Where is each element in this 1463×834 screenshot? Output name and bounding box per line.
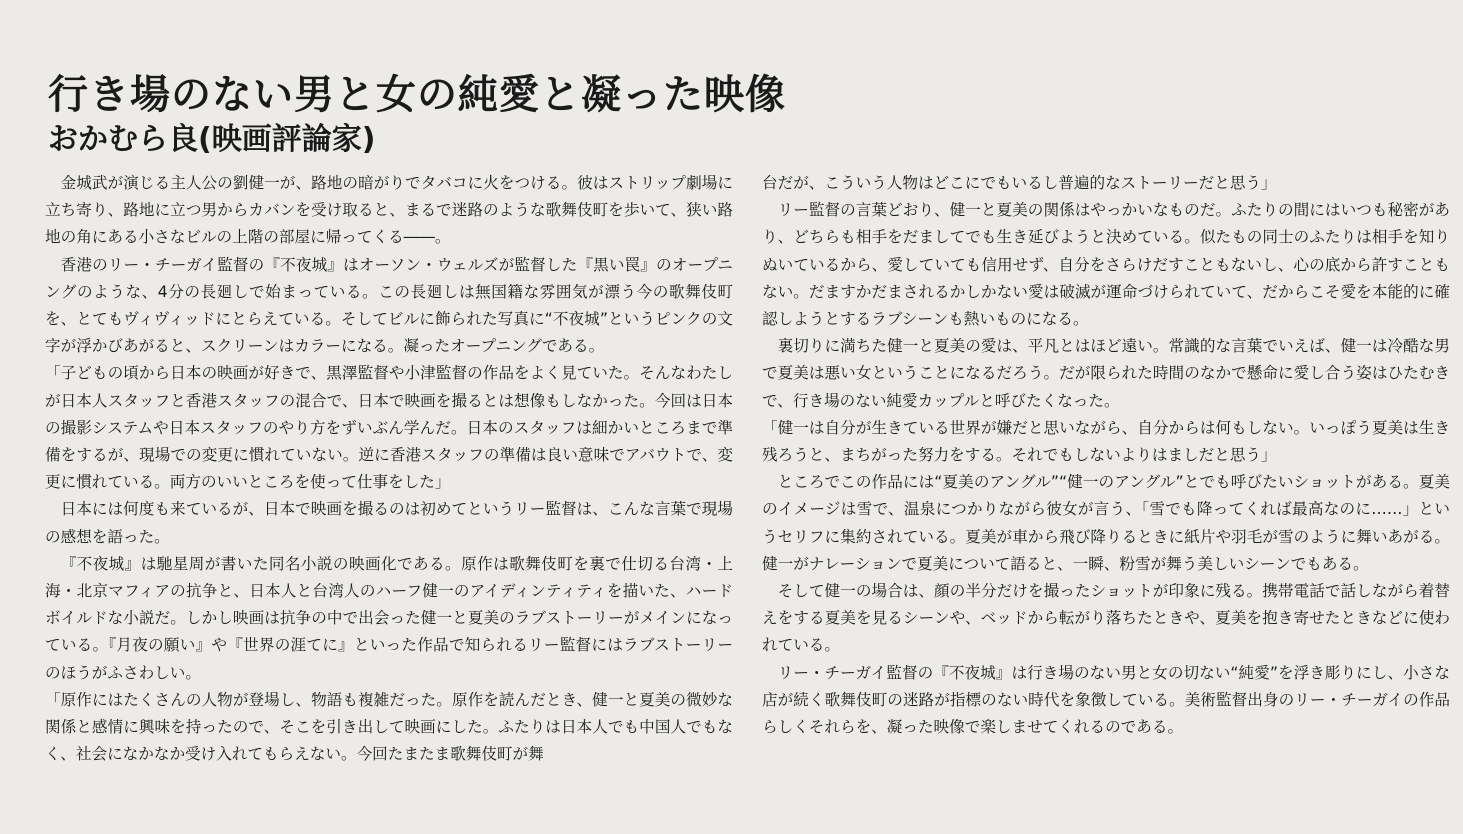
paragraph: ところでこの作品には“夏美のアングル”“健一のアングル”とでも呼びたいショットがある。夏美のイメージは雪で、温泉につかりながら彼女が言う、「雪でも降ってくれば最高なのに……」というセリフに集約されている。夏美が車から飛び降りるときに紙片や羽毛が雪のように舞いあがる。健一がナレーションで夏美について語ると、一瞬、粉雪が舞う美しいシーンでもある。 — [762, 473, 1450, 573]
paragraph-continued: 台だが、こういう人物はどこにでもいるし普遍的なストーリーだと思う」 — [762, 174, 1277, 192]
paragraph: 香港のリー・チーガイ監督の『不夜城』はオーソン・ウェルズが監督した『黒い罠』のオープニングのような、4分の長廻しで始まっている。この長廻しは無国籍な雰囲気が漂う今の歌舞伎町を、とてもヴィヴィッドにとらえている。そしてビルに飾られた写真に“不夜城”というピンクの文字が浮かびあがると、スクリーンはカラーになる。凝ったオープニングである。 — [45, 255, 733, 356]
quote-paragraph: 「健一は自分が生きている世界が嫌だと思いながら、自分からは何もしない。いっぽう夏美は生き残ろうと、まちがった努力をする。それでもしないよりはましだと思う」 — [762, 418, 1450, 465]
paragraph: リー監督の言葉どおり、健一と夏美の関係はやっかいなものだ。ふたりの間にはいつも秘密があり、どちらも相手をだましてでも生き延びようと決めている。似たもの同士のふたりは相手を知りぬいているから、愛していても信用せず、自分をさらけだすこともないし、心の底から許すこともない。だますかだまされるかしかない愛は破滅が運命づけられていて、だからこそ愛を本能的に確認しようとするラブシーンも熱いものになる。 — [762, 201, 1450, 329]
paragraph: 金城武が演じる主人公の劉健一が、路地の暗がりでタバコに火をつける。彼はストリップ劇場に立ち寄り、路地に立つ男からカバンを受け取ると、まるで迷路のような歌舞伎町を歩いて、狭い路地の角にある小さなビルの上階の部屋に帰ってくる――。 — [45, 174, 733, 247]
paragraph: 『不夜城』は馳星周が書いた同名小説の映画化である。原作は歌舞伎町を裏で仕切る台湾・上海・北京マフィアの抗争と、日本人と台湾人のハーフ健一のアイディンティティを描いた、ハードボイルドな小説だ。しかし映画は抗争の中で出会った健一と夏美のラブストーリーがメインになっている。『月夜の願い』や『世界の涯てに』といった作品で知られるリー監督にはラブストーリーのほうがふさわしい。 — [45, 554, 733, 682]
paragraph: そして健一の場合は、顔の半分だけを撮ったショットが印象に残る。携帯電話で話しながら着替えをする夏美を見るシーンや、ベッドから転がり落ちたときや、夏美を抱き寄せたときなどに使われている。 — [762, 582, 1450, 655]
paragraph: 日本には何度も来ているが、日本で映画を撮るのは初めてというリー監督は、こんな言葉で現場の感想を語った。 — [45, 500, 733, 546]
article-title: 行き場のない男と女の純愛と凝った映像 — [48, 72, 786, 118]
left-column — [45, 170, 733, 768]
right-column — [762, 170, 1450, 741]
quote-paragraph: 「原作にはたくさんの人物が登場し、物語も複雑だった。原作を読んだとき、健一と夏美の微妙な関係と感情に興味を持ったので、そこを引き出して映画にした。ふたりは日本人でも中国人でもなく、社会になかなか受け入れてもらえない。今回たまたま歌舞伎町が舞 — [45, 690, 733, 764]
paragraph: 裏切りに満ちた健一と夏美の愛は、平凡とはほど遠い。常識的な言葉でいえば、健一は冷酷な男で夏美は悪い女ということになるだろう。だが限られた時間のなかで懸命に愛し合う姿はひたむきで、行き場のない純愛カップルと呼びたくなった。 — [762, 337, 1450, 410]
article-byline: おかむら良(映画評論家) — [48, 122, 376, 157]
paragraph: リー・チーガイ監督の『不夜城』は行き場のない男と女の切ない“純愛”を浮き彫りにし、小さな店が続く歌舞伎町の迷路が指標のない時代を象徴している。美術監督出身のリー・チーガイの作品らしくそれらを、凝った映像で楽しませてくれるのである。 — [762, 663, 1450, 737]
quote-paragraph: 「子どもの頃から日本の映画が好きで、黒澤監督や小津監督の作品をよく見ていた。そんなわたしが日本人スタッフと香港スタッフの混合で、日本で映画を撮るとは想像もしなかった。今回は日本の撮影システムや日本スタッフのやり方をずいぶん学んだ。日本のスタッフは細かいところまで準備をするが、現場での変更に慣れていない。逆に香港スタッフの準備は良い意味でアバウトで、変更に慣れている。両方のいいところを使って仕事をした」 — [45, 364, 733, 492]
